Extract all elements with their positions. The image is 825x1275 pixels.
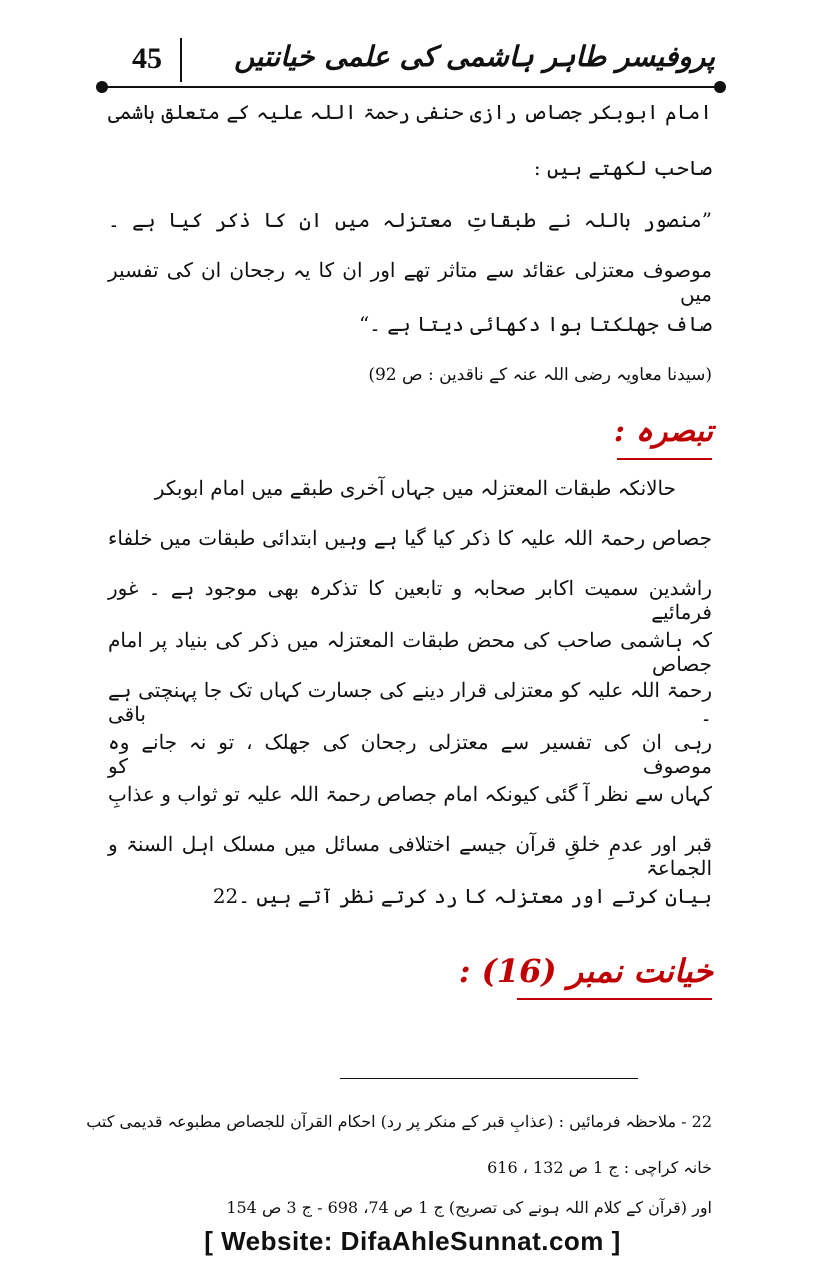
header-rule-right-dot [714,81,726,93]
commentary-line: راشدین سمیت اکابر صحابہ و تابعین کا تذکرہ بھی موجود ہے ۔ غور فرمائیے [108,576,712,624]
footnote-line: اور (قرآن کے کلام اللہ ہونے کی تصریح) ج 1 ص 74، 698 - ج 3 ص 154 [226,1198,712,1217]
citation-text: (سیدنا معاویہ رضی اللہ عنہ کے ناقدین : ص 92) [368,365,712,385]
section-heading-underline [517,998,712,1000]
commentary-line: بیان کرتے اور معتزلہ کا رد کرتے نظر آتے ہیں ۔22 [212,884,712,908]
website-footer: [ Website: DifaAhleSunnat.com ] [204,1226,621,1256]
footnote-line: 22 - ملاحظہ فرمائیں : (عذابِ قبر کے منکر پر رد) احکام القرآن للجصاص مطبوعہ قدیمی کتب [86,1112,712,1131]
commentary-line: قبر اور عدمِ خلقِ قرآن جیسے اختلافی مسائل میں مسلک اہل السنۃ و الجماعۃ [108,832,712,880]
commentary-paragraph [108,476,712,936]
book-title: پروفیسر طاہر ہاشمی کی علمی خیانتیں [234,40,715,73]
commentary-line: حالانکہ طبقات المعتزلہ میں جہاں آخری طبقے میں امام ابوبکر [154,476,676,500]
intro-line: صاحب لکھتے ہیں : [533,156,712,180]
commentary-line: رحمۃ اللہ علیہ کو معتزلی قرار دینے کی جسارت کہاں تک جا پہنچتی ہے ۔ باقی [108,678,712,726]
citation [108,364,712,394]
page-number: 45 [132,42,162,75]
section-heading: خیانت نمبر (16) : [458,952,713,990]
quote-block [108,208,712,358]
commentary-line: کہاں سے نظر آ گئی کیونکہ امام جصاص رحمۃ اللہ علیہ تو ثواب و عذابِ [108,782,712,806]
intro-paragraph [108,100,712,190]
commentary-line: کہ ہاشمی صاحب کی محض طبقات المعتزلہ میں ذکر کی بنیاد پر امام جصاص [108,628,712,676]
quote-line: موصوف معتزلی عقائد سے متاثر تھے اور ان کا یہ رجحان ان کی تفسیر میں [108,258,712,306]
footnote-line: خانہ کراچی : ج 1 ص 132 ، 616 [487,1158,712,1177]
commentary-line: جصاص رحمۃ اللہ علیہ کا ذکر کیا گیا ہے وہیں ابتدائی طبقات میں خلفاء [108,526,712,550]
commentary-line: رہی ان کی تفسیر سے معتزلی رجحان کی جھلک ، تو نہ جانے وہ موصوف کو [108,730,712,778]
commentary-heading-underline [617,458,712,460]
header-rule-left-dot [96,81,108,93]
commentary-heading: تبصرہ : [613,414,713,449]
intro-line: امام ابوبکر جصاص رازی حنفی رحمۃ اللہ علیہ کے متعلق ہاشمی [108,100,712,124]
footnote-rule [340,1078,638,1079]
header-divider [180,38,182,82]
quote-line: ”منصور باللہ نے طبقاتِ معتزلہ میں ان کا ذکر کیا ہے ۔ [108,208,712,232]
page-header [100,36,715,88]
header-rule [100,86,720,88]
quote-line: صاف جھلکتا ہوا دکھائی دیتا ہے ۔“ [358,312,712,336]
